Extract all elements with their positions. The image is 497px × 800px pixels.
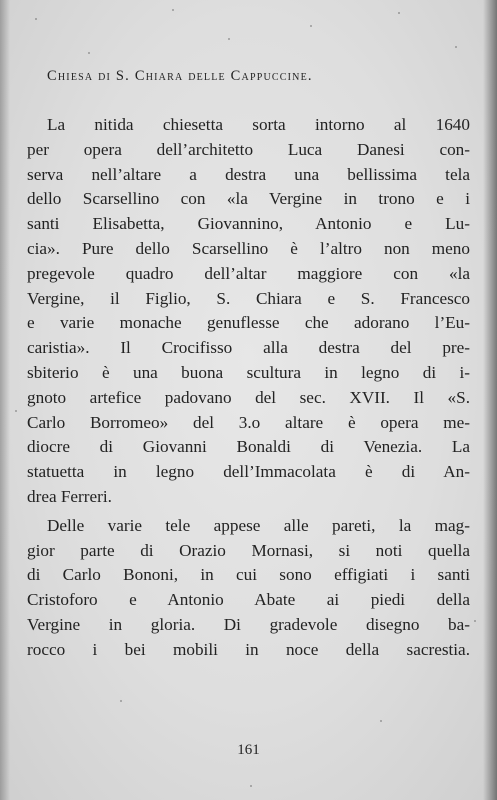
text-line: di Carlo Bononi, in cui sono effigiati i santi xyxy=(27,565,470,585)
text-line: gior parte di Orazio Mornasi, si noti quella xyxy=(27,540,470,560)
text-line: sbiterio è una buona scultura in legno di i- xyxy=(27,362,470,382)
text-line: cia». Pure dello Scarsellino è l’altro non meno xyxy=(27,238,470,258)
text-line: pregevole quadro dell’altar maggiore con «la xyxy=(27,263,470,283)
section-heading: Chiesa di S. Chiara delle Cappuccine. xyxy=(47,68,313,84)
text-line: statuetta in legno dell’Immacolata è di An- xyxy=(27,462,470,482)
page-number: 161 xyxy=(237,742,260,758)
paper-speck xyxy=(250,785,252,787)
paper-speck xyxy=(172,9,174,11)
text-line: Vergine, il Figlio, S. Chiara e S. Francesco xyxy=(27,288,470,308)
body-text xyxy=(27,113,470,663)
paper-speck xyxy=(455,46,457,48)
text-line: per opera dell’architetto Luca Danesi con- xyxy=(27,139,470,159)
paper-speck xyxy=(88,52,90,54)
text-line: diocre di Giovanni Bonaldi di Venezia. La xyxy=(27,437,470,457)
text-line: dello Scarsellino con «la Vergine in trono e i xyxy=(27,189,470,209)
paper-speck xyxy=(35,18,37,20)
paper-speck xyxy=(120,700,122,702)
text-line: rocco i bei mobili in noce della sacrestia. xyxy=(27,639,470,659)
paper-speck xyxy=(310,25,312,27)
text-line: Cristoforo e Antonio Abate ai piedi della xyxy=(27,590,470,610)
text-line: Carlo Borromeo» del 3.o altare è opera me- xyxy=(27,412,470,432)
text-line: serva nell’altare a destra una bellissima tela xyxy=(27,164,470,184)
paper-speck xyxy=(228,38,230,40)
paragraph-2 xyxy=(27,514,470,663)
paper-speck xyxy=(380,720,382,722)
paragraph-1 xyxy=(27,113,470,510)
paper-speck xyxy=(474,620,476,622)
text-line: e varie monache genuflesse che adorano l’Eu- xyxy=(27,313,470,333)
text-line: Delle varie tele appese alle pareti, la mag- xyxy=(47,515,470,535)
text-line: Vergine in gloria. Di gradevole disegno ba- xyxy=(27,614,470,634)
paper-speck xyxy=(15,410,17,412)
page-right-edge xyxy=(483,0,497,800)
text-line: caristia». Il Crocifisso alla destra del pre- xyxy=(27,338,470,358)
paper-speck xyxy=(398,12,400,14)
text-line: santi Elisabetta, Giovannino, Antonio e Lu- xyxy=(27,214,470,234)
page-left-edge-shadow xyxy=(0,0,10,800)
text-line: gnoto artefice padovano del sec. XVII. Il «S. xyxy=(27,387,470,407)
text-line: La nitida chiesetta sorta intorno al 1640 xyxy=(47,115,470,134)
text-line: drea Ferreri. xyxy=(27,486,112,506)
